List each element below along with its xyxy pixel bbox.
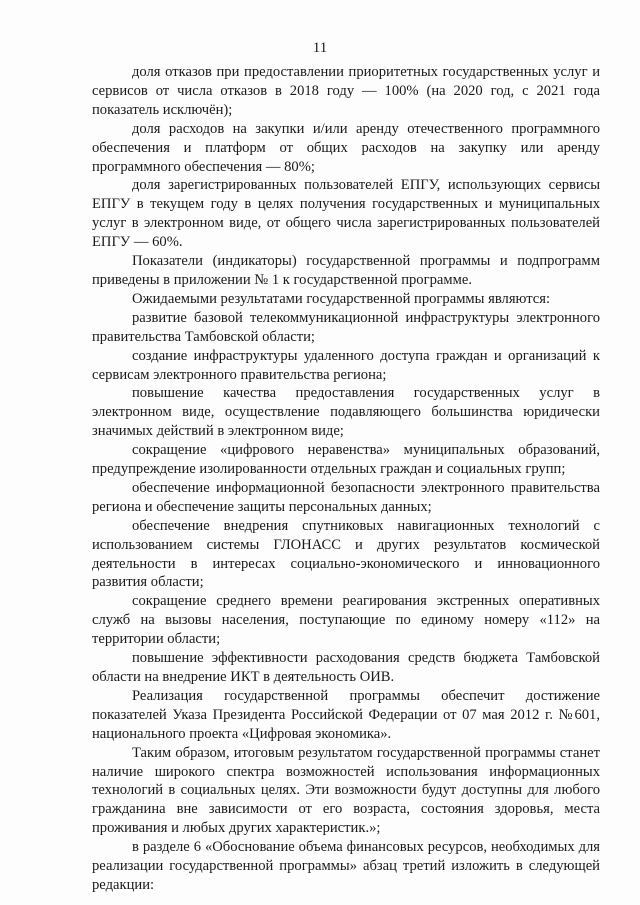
page-number: 11 xyxy=(312,40,328,56)
paragraph: создание инфраструктуры удаленного доступа граждан и организаций к сервисам электронного правительства региона; xyxy=(92,347,600,383)
paragraph: сокращение «цифрового неравенства» муниципальных образований, предупреждение изолированности отдельных граждан и социальных групп; xyxy=(92,442,600,478)
paragraph: развитие базовой телекоммуникационной инфраструктуры электронного правительства Тамбовской области; xyxy=(92,309,600,345)
paragraph: Ожидаемыми результатами государственной программы являются: xyxy=(132,290,551,307)
paragraph: обеспечение внедрения спутниковых навигационных технологий с использованием системы ГЛОНАСС и других результатов космической деятельности в интересах социально-экономического и инновационного развития области; xyxy=(92,517,600,591)
paragraph: доля отказов при предоставлении приоритетных государственных услуг и сервисов от числа отказов в 2018 году — 100% (на 2020 год, с 2021 года показатель исключён); xyxy=(92,64,600,118)
paragraph: Таким образом, итоговым результатом государственной программы станет наличие широкого спектра возможностей использования информационных технологий в социальных целях. Эти возможности будут доступны для любого гражданина вне зависимости от его возраста, состояния здоровья, места проживания и любых других характеристик.»; xyxy=(92,744,600,837)
paragraph: сокращение среднего времени реагирования экстренных оперативных служб на вызовы населения, поступающие по единому номеру «112» на территории области; xyxy=(92,593,600,648)
paragraph: обеспечение информационной безопасности электронного правительства региона и обеспечение защиты персональных данных; xyxy=(92,479,600,515)
paragraph: доля расходов на закупки и/или аренду отечественного программного обеспечения и платформ от общих расходов на закупку или аренду программного обеспечения — 80%; xyxy=(92,120,600,175)
paragraph: повышение эффективности расходования средств бюджета Тамбовской области на внедрение ИКТ в деятельность ОИВ. xyxy=(92,650,600,685)
paragraph: в разделе 6 «Обоснование объема финансовых ресурсов, необходимых для реализации государственной программы» абзац третий изложить в следующей редакции: xyxy=(92,839,600,893)
paragraph: Показатели (индикаторы) государственной программы и подпрограмм приведены в приложении № 1 к государственной программе. xyxy=(92,253,600,288)
paragraph: повышение качества предоставления государственных услуг в электронном виде, осуществление подавляющего большинства юридически значимых действий в электронном виде; xyxy=(92,385,600,440)
document-body xyxy=(92,63,600,895)
paragraph: доля зарегистрированных пользователей ЕПГУ, использующих сервисы ЕПГУ в текущем году в целях получения государственных и муниципальных услуг в электронном виде, от общего числа зарегистрированных пользователей ЕПГУ — 60%. xyxy=(92,177,600,251)
paragraph: Реализация государственной программы обеспечит достижение показателей Указа Президента Российской Федерации от 07 мая 2012 г. №601, национального проекта «Цифровая экономика». xyxy=(92,687,600,742)
